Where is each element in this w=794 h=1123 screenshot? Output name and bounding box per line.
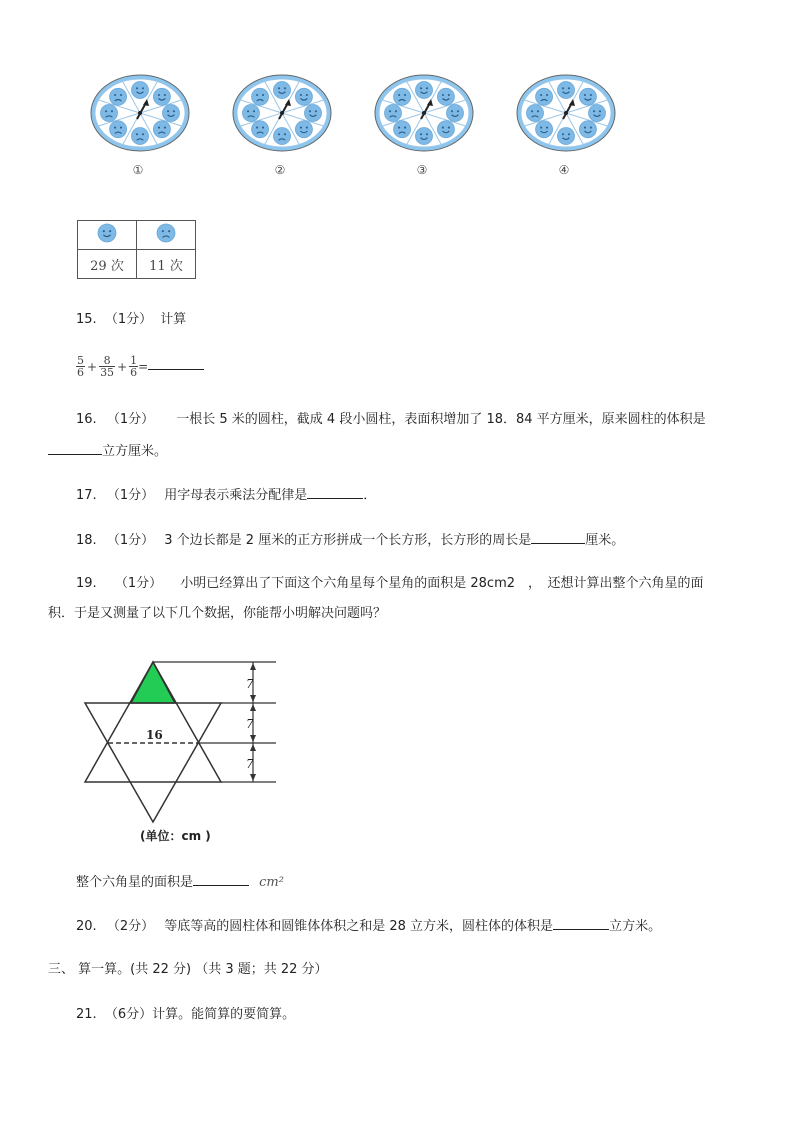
equals-sign: = <box>138 359 149 374</box>
operator: + <box>87 359 98 374</box>
q16-unit: 立方厘米。 <box>102 444 168 459</box>
happy-face-icon <box>295 88 312 105</box>
fraction-2: $\frac{8}{35}$ <box>100 354 115 379</box>
fraction-3: $\frac{1}{6}$ <box>130 354 138 379</box>
q18-answer-blank[interactable] <box>531 529 585 544</box>
q17-answer-blank[interactable] <box>307 484 363 499</box>
q15-title: 计算 <box>160 312 187 327</box>
sad-face-icon <box>101 105 118 122</box>
q19-number: 19. <box>76 576 97 591</box>
sad-face-icon <box>157 224 175 242</box>
q18-score: （1分） <box>106 533 155 548</box>
happy-face-icon <box>579 88 596 105</box>
sad-face-icon <box>394 121 411 138</box>
hexagram-green-tip <box>131 662 175 703</box>
question-19 <box>76 574 704 594</box>
sad-face-icon <box>527 105 544 122</box>
height-label-3: 7 <box>246 757 254 771</box>
q15-score: （1分） <box>104 312 153 327</box>
question-16 <box>76 410 706 430</box>
happy-face-icon <box>579 121 596 138</box>
question-15 <box>76 310 186 330</box>
sad-face-icon <box>274 128 291 145</box>
happy-face-icon <box>305 105 322 122</box>
q19-text-2: 积．于是又测量了以下几个数据，你能帮小明解决问题吗？ <box>48 606 387 621</box>
question-17: 17. （1分） 用字母表示乘法分配律是 ． <box>76 484 376 506</box>
sad-face-icon <box>110 88 127 105</box>
sad-face-icon <box>394 88 411 105</box>
q20-score: （2分） <box>106 919 155 934</box>
sad-face-icon <box>155 233 177 248</box>
happy-face-icon <box>416 128 433 145</box>
spinner-1 <box>88 72 192 154</box>
q19-text: 小明已经算出了下面这个六角星每个星角的面积是 28cm2 ， 还想计算出整个六角星的面 <box>180 576 704 591</box>
spinner-label-2: ② <box>274 163 286 177</box>
question-19-line2 <box>48 604 386 624</box>
spinner-label-3: ③ <box>416 163 428 177</box>
question-20: 20. （2分） 等底等高的圆柱体和圆锥体体积之和是 28 立方米，圆柱体的体积是 立方米。 <box>76 915 661 937</box>
q18-text: 3 个边长都是 2 厘米的正方形拼成一个长方形，长方形的周长是 <box>164 533 532 548</box>
happy-face-icon <box>132 82 149 99</box>
fraction-1: $\frac{5}{6}$ <box>77 354 84 379</box>
happy-face-icon <box>98 224 116 242</box>
sad-face-icon <box>153 121 170 138</box>
happy-face-icon <box>558 82 575 99</box>
q21-text: （6分）计算。能简算的要简算。 <box>104 1007 296 1022</box>
operator: + <box>117 359 128 374</box>
hexagram-down-triangle <box>85 703 221 822</box>
section-3-heading: 三、 算一算。(共 22 分) （共 3 题；共 22 分） <box>48 962 328 977</box>
unit-note: (单位：cm ) <box>140 829 211 843</box>
q19-answer-blank[interactable] <box>193 871 249 886</box>
q20-answer-blank[interactable] <box>553 915 609 930</box>
happy-face-icon <box>416 82 433 99</box>
sad-face-icon <box>385 105 402 122</box>
happy-face-icon <box>437 121 454 138</box>
height-label-2: 7 <box>246 717 254 731</box>
q19-score: （1分） <box>114 576 163 591</box>
tally-header-sad <box>137 221 196 250</box>
q19-answer-line <box>76 871 284 893</box>
spinner-2 <box>230 72 334 154</box>
dashed-length-label: 16 <box>146 728 163 742</box>
height-label-1: 7 <box>246 677 254 691</box>
q19-answer-prefix: 整个六角星的面积是 <box>76 875 194 890</box>
happy-face-icon <box>437 88 454 105</box>
sad-face-icon <box>110 121 127 138</box>
spinner-label-4: ④ <box>558 163 570 177</box>
happy-face-icon <box>96 233 118 248</box>
q16-score: （1分） <box>106 412 155 427</box>
sad-face-icon <box>243 105 260 122</box>
q15-answer-blank[interactable] <box>148 355 204 370</box>
q16-number: 16. <box>76 412 97 427</box>
happy-face-icon <box>295 121 312 138</box>
q16-answer-blank[interactable] <box>48 440 102 455</box>
question-21 <box>76 1005 295 1025</box>
happy-face-icon <box>274 82 291 99</box>
spinner-label-1: ① <box>132 163 144 177</box>
q15-expression <box>76 355 204 378</box>
tally-table <box>77 220 196 279</box>
sad-face-icon <box>132 128 149 145</box>
q18-number: 18. <box>76 533 97 548</box>
q20-text: 等底等高的圆柱体和圆锥体体积之和是 28 立方米，圆柱体的体积是 <box>164 919 554 934</box>
tally-count-sad: 11 次 <box>137 250 196 279</box>
q21-number: 21. <box>76 1007 97 1022</box>
hexagram-figure <box>78 656 288 846</box>
happy-face-icon <box>589 105 606 122</box>
tally-count-happy: 29 次 <box>78 250 137 279</box>
sad-face-icon <box>252 88 269 105</box>
happy-face-icon <box>153 88 170 105</box>
happy-face-icon <box>447 105 464 122</box>
q17-text: 用字母表示乘法分配律是 <box>164 488 308 503</box>
sad-face-icon <box>536 88 553 105</box>
happy-face-icon <box>536 121 553 138</box>
happy-face-icon <box>163 105 180 122</box>
spinner-3 <box>372 72 476 154</box>
spinner-4 <box>514 72 618 154</box>
question-16-line2 <box>48 440 167 462</box>
question-18: 18. （1分） 3 个边长都是 2 厘米的正方形拼成一个长方形，长方形的周长是 厘米。 <box>76 529 624 551</box>
q15-number: 15. <box>76 312 97 327</box>
tally-header-happy <box>78 221 137 250</box>
sad-face-icon <box>252 121 269 138</box>
q20-number: 20. <box>76 919 97 934</box>
q19-answer-unit: cm² <box>259 875 284 890</box>
q16-text: 一根长 5 米的圆柱，截成 4 段小圆柱，表面积增加了 18．84 平方厘米，原来圆柱的体积是 <box>176 412 706 427</box>
q17-number: 17. <box>76 488 97 503</box>
q17-score: （1分） <box>106 488 155 503</box>
happy-face-icon <box>558 128 575 145</box>
